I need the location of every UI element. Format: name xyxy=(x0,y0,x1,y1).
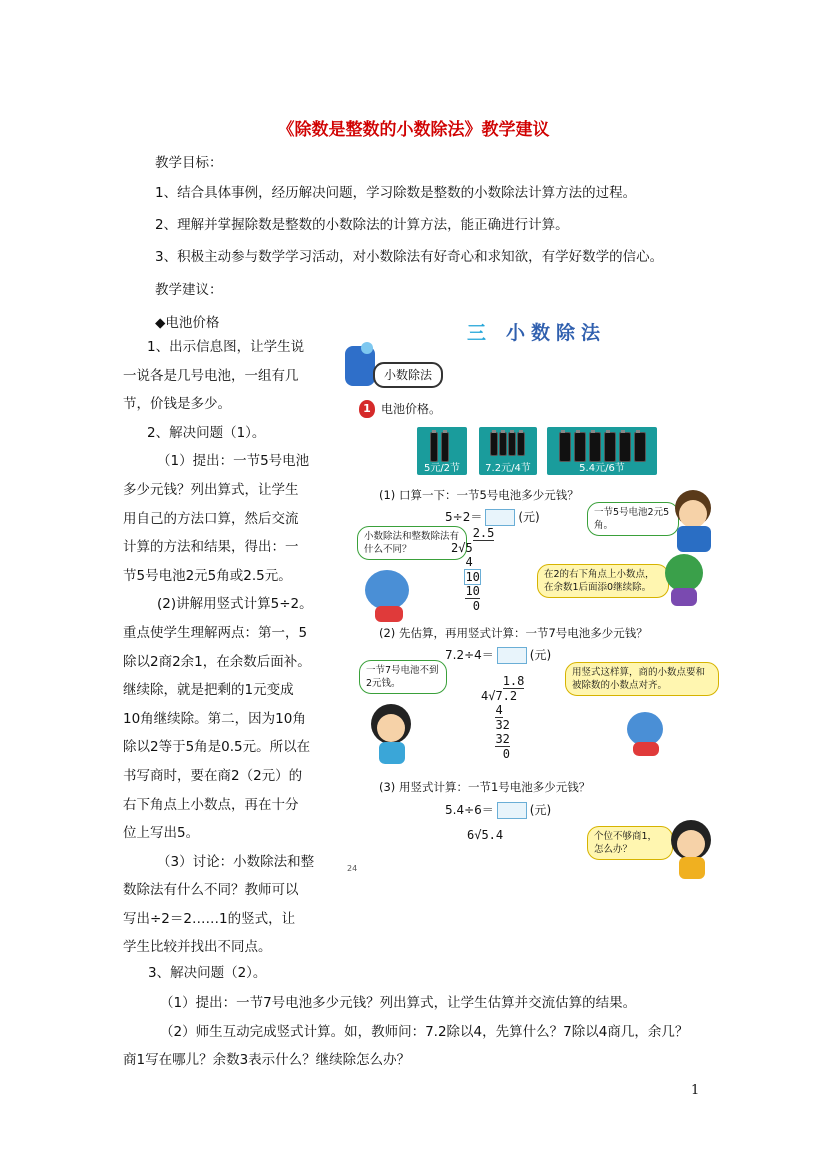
battery-icon xyxy=(490,432,498,456)
ld-row: 1.8 xyxy=(502,674,525,688)
goal-2: 2、理解并掌握除数是整数的小数除法的计算方法，能正确进行计算。 xyxy=(155,217,569,233)
chapter-title: 小数除法 xyxy=(506,322,607,344)
text-line: 节，价钱是多少。 xyxy=(123,396,231,413)
battery-icon xyxy=(430,432,438,462)
battery-box-3 xyxy=(547,427,657,475)
speech-bubble-girl: 一节7号电池不到2元钱。 xyxy=(359,660,447,694)
long-division-2 xyxy=(481,674,524,761)
speech-bubble-mouse-2: 用竖式这样算，商的小数点要和被除数的小数点对齐。 xyxy=(565,662,719,696)
long-division-3 xyxy=(467,828,503,842)
bubble-decoration-icon xyxy=(361,342,373,354)
text-line: 写出÷2＝2……1的竖式，让 xyxy=(123,910,296,927)
page-number: 1 xyxy=(691,1083,700,1098)
girl-face-icon xyxy=(377,714,405,742)
text-line: 继续除，就是把剩的1元变成 xyxy=(123,682,294,699)
ld-row: 6√5.4 xyxy=(467,828,504,842)
question-1: (1) 口算一下：一节5号电池多少元钱？ xyxy=(379,488,579,502)
answer-box xyxy=(485,509,515,526)
text-line: 除以2等于5角是0.5元。所以在 xyxy=(123,739,311,756)
ld-row: 4 xyxy=(495,703,503,717)
equation-3 xyxy=(445,801,551,819)
strawberry-badge-icon: 1 xyxy=(359,400,375,418)
goal-1: 1、结合具体事例，经历解决问题，学习除数是整数的小数除法计算方法的过程。 xyxy=(155,185,637,201)
mouse-body-icon xyxy=(375,606,403,622)
ld-row: 32 xyxy=(495,732,510,746)
price-label: 7.2元/4节 xyxy=(485,463,531,474)
ld-row: 0 xyxy=(472,599,480,613)
battery-icon xyxy=(589,432,601,462)
battery-box-2 xyxy=(479,427,537,475)
lesson-title: 电池价格。 xyxy=(381,402,442,416)
chapter-number: 三 xyxy=(467,322,493,344)
mouse-body-2-icon xyxy=(633,742,659,756)
girl-body-icon xyxy=(379,742,405,764)
unit-text: (元) xyxy=(518,510,540,524)
text-line: 数除法有什么不同？教师可以 xyxy=(123,882,299,899)
battery-icon xyxy=(604,432,616,462)
speech-bubble-frog: 在2的右下角点上小数点，在余数1后面添0继续除。 xyxy=(537,564,669,598)
equation-text: 7.2÷4＝ xyxy=(445,648,494,662)
text-line: 书写商时，要在商2（2元）的 xyxy=(123,767,303,784)
speech-bubble-boy: 一节5号电池2元5角。 xyxy=(587,502,679,536)
text-line: 1、出示信息图，让学生说 xyxy=(147,339,305,355)
text-line: 计算的方法和结果，得出：一 xyxy=(123,539,299,556)
text-line: 位上写出5。 xyxy=(123,825,200,842)
boy-face-icon xyxy=(679,500,707,528)
chapter-heading xyxy=(467,318,606,345)
ld-row: 10 xyxy=(465,570,480,584)
textbook-illustration xyxy=(337,312,727,887)
equation-text: 5÷2＝ xyxy=(445,510,483,524)
ld-row: 4 xyxy=(465,555,473,569)
text-line: 一说各是几号电池，一组有几 xyxy=(123,367,299,384)
answer-box xyxy=(497,647,527,664)
girl-face-2-icon xyxy=(677,830,705,858)
ld-row: 4√7.2 xyxy=(481,689,518,703)
battery-icon xyxy=(499,432,507,456)
document-title: 《除数是整数的小数除法》教学建议 xyxy=(277,120,550,140)
textbook-page-number: 24 xyxy=(347,864,358,873)
equation-text: 5.4÷6＝ xyxy=(445,803,494,817)
speech-bubble-girl-2: 个位不够商1，怎么办？ xyxy=(587,826,673,860)
battery-icon xyxy=(441,432,449,462)
battery-icon xyxy=(517,432,525,456)
step-3-2a: （2）师生互动完成竖式计算。如，教师问：7.2除以4，先算什么？7除以4商几，余几？ xyxy=(160,1024,689,1040)
ld-row: 2√5 xyxy=(451,541,473,555)
goals-heading: 教学目标： xyxy=(155,155,223,171)
answer-box xyxy=(497,802,527,819)
step-3-2b: 商1写在哪儿？余数3表示什么？继续除怎么办？ xyxy=(123,1052,411,1068)
question-2: (2) 先估算，再用竖式计算：一节7号电池多少元钱？ xyxy=(379,626,648,640)
text-line: （1）提出：一节5号电池 xyxy=(157,453,310,470)
equation-1 xyxy=(445,508,540,526)
unit-text: (元) xyxy=(529,648,552,662)
section-label: 小数除法 xyxy=(373,362,443,388)
text-line: 右下角点上小数点，再在十分 xyxy=(123,796,299,813)
text-line: 2、解决问题（1）。 xyxy=(147,424,266,441)
ld-row: 32 xyxy=(495,718,510,732)
advice-heading: 教学建议： xyxy=(155,282,223,298)
ld-row: 2.5 xyxy=(472,526,495,540)
text-line: （3）讨论：小数除法和整 xyxy=(157,853,315,870)
text-line: 10角继续除。第二，因为10角 xyxy=(123,710,306,727)
long-division-1 xyxy=(451,526,494,613)
question-3: (3) 用竖式计算：一节1号电池多少元钱？ xyxy=(379,780,591,794)
battery-icon xyxy=(574,432,586,462)
section-bullet: ◆电池价格 xyxy=(155,315,220,331)
left-column-text xyxy=(123,333,323,962)
text-line: 节5号电池2元5角或2.5元。 xyxy=(123,567,292,584)
boy-body-icon xyxy=(677,526,711,552)
step-3-1: （1）提出：一节7号电池多少元钱？列出算式，让学生估算并交流估算的结果。 xyxy=(160,995,637,1011)
frog-character-icon xyxy=(665,554,703,592)
battery-icon xyxy=(634,432,646,462)
text-line: (2)讲解用竖式计算5÷2。 xyxy=(157,596,313,613)
speech-bubble-mouse: 小数除法和整数除法有什么不同？ xyxy=(357,526,467,560)
battery-icon xyxy=(619,432,631,462)
step-3: 3、解决问题（2）。 xyxy=(148,965,267,981)
battery-box-1 xyxy=(417,427,467,475)
goal-3: 3、积极主动参与数学学习活动，对小数除法有好奇心和求知欲，有学好数学的信心。 xyxy=(155,249,664,265)
mouse-character-2-icon xyxy=(627,712,663,746)
battery-icon xyxy=(508,432,516,456)
text-line: 多少元钱？列出算式，让学生 xyxy=(123,481,299,498)
battery-icon xyxy=(559,432,571,462)
ld-row: 0 xyxy=(502,747,510,761)
price-label: 5.4元/6节 xyxy=(579,463,625,474)
unit-text: (元) xyxy=(529,803,552,817)
mouse-character-icon xyxy=(365,570,409,610)
equation-2 xyxy=(445,646,551,664)
frog-body-icon xyxy=(671,588,697,606)
text-line: 除以2商2余1，在余数后面补。 xyxy=(123,653,311,670)
price-label: 5元/2节 xyxy=(423,463,461,474)
ld-row: 10 xyxy=(465,584,480,598)
text-line: 学生比较并找出不同点。 xyxy=(123,939,272,956)
girl-body-2-icon xyxy=(679,857,705,879)
text-line: 重点使学生理解两点：第一，5 xyxy=(123,624,308,641)
text-line: 用自己的方法口算，然后交流 xyxy=(123,510,299,527)
